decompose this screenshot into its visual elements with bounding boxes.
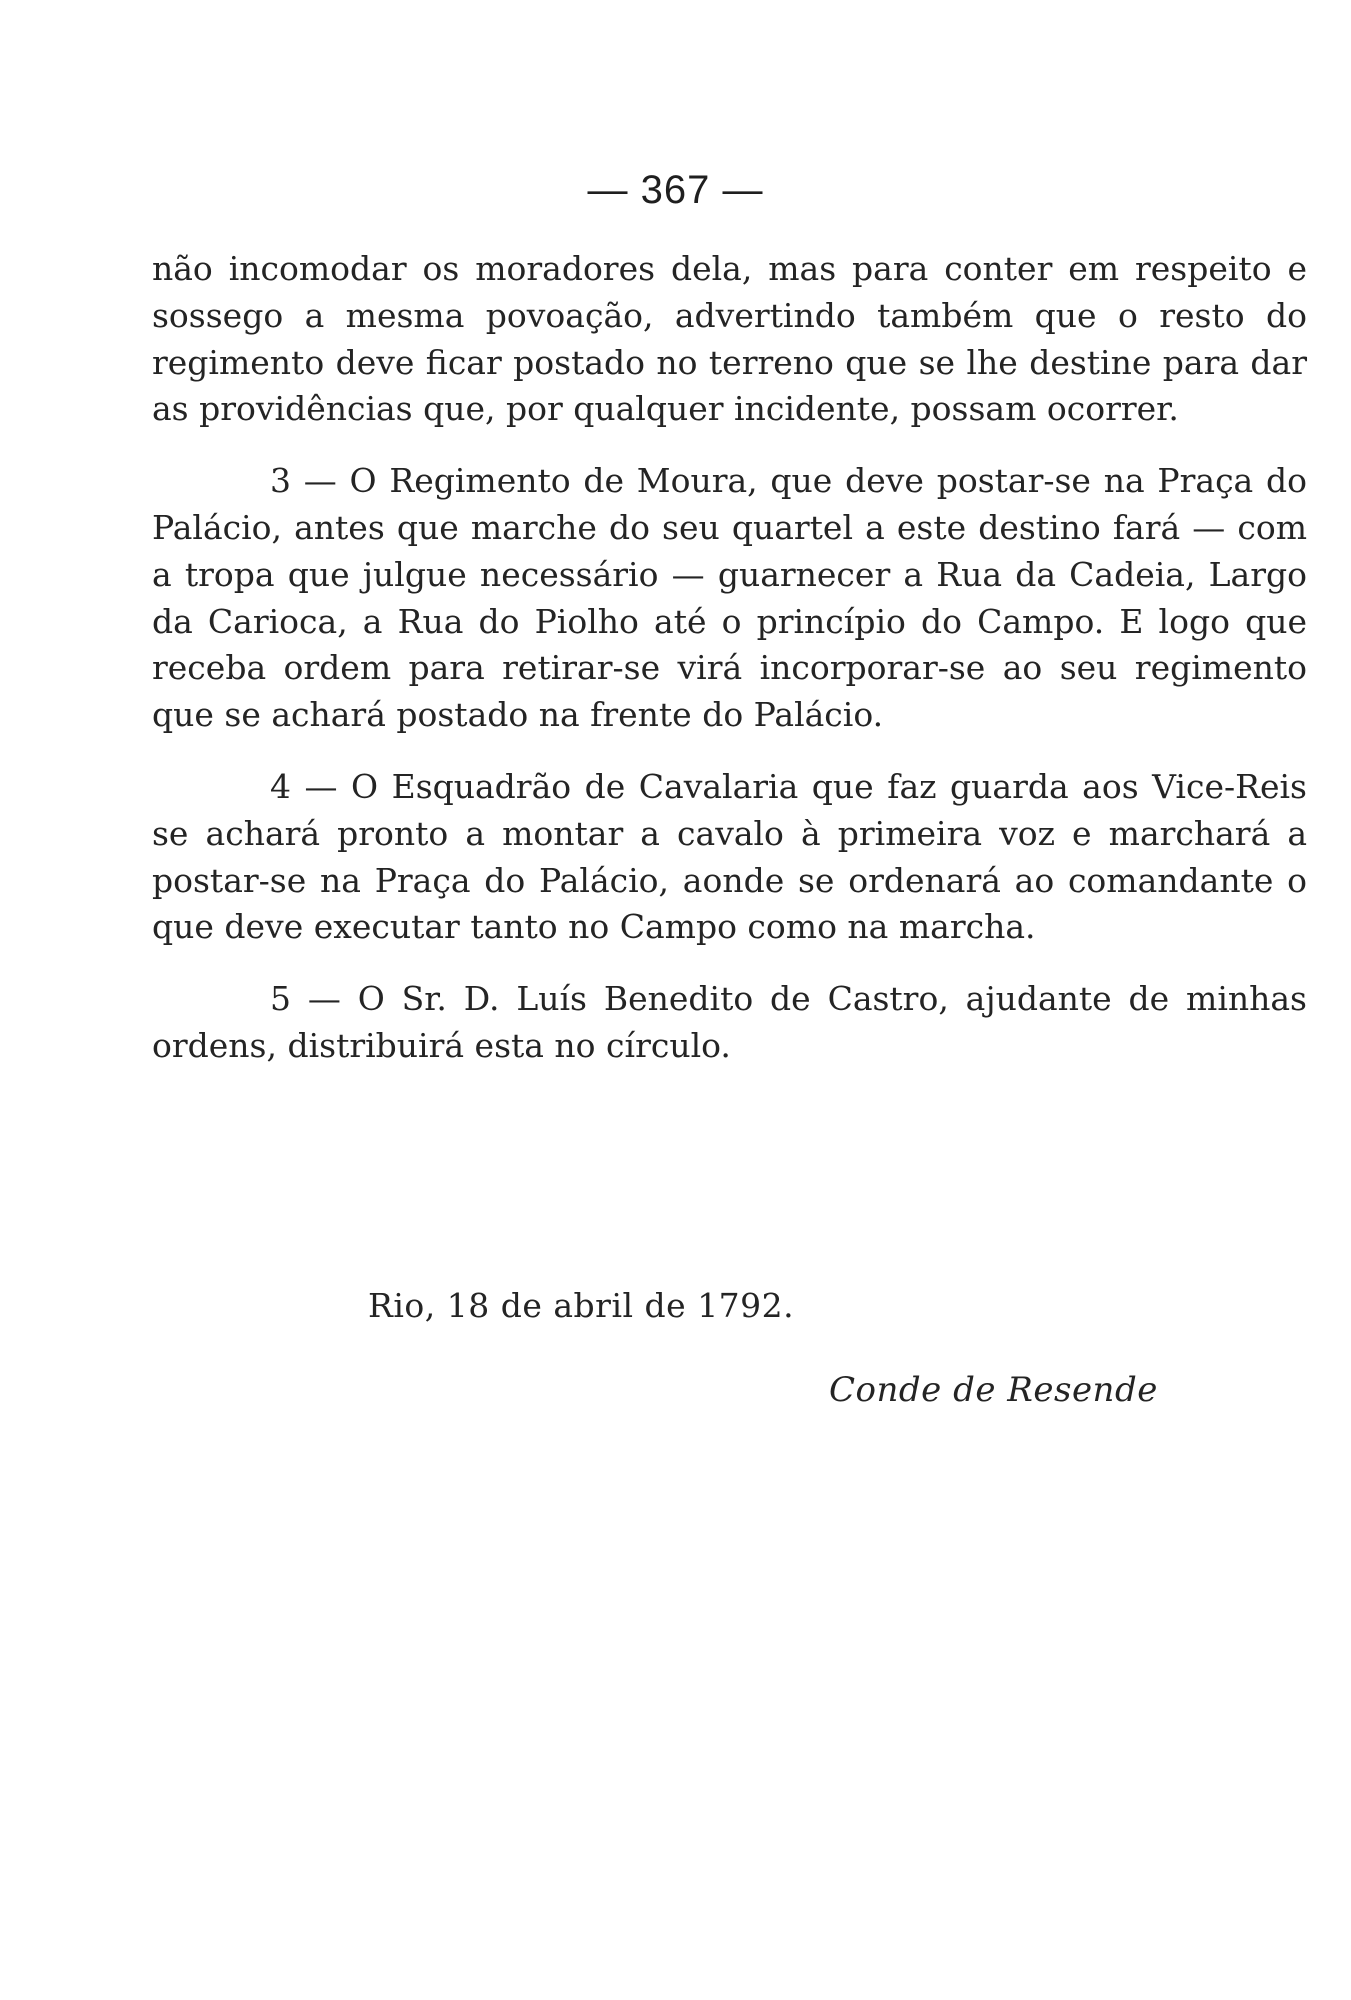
- paragraph-item-5: 5 — O Sr. D. Luís Benedito de Castro, ajudante de minhas ordens, distribuirá esta no círculo.: [152, 979, 1307, 1065]
- document-body: [152, 246, 1307, 1070]
- paragraph-item-3: 3 — O Regimento de Moura, que deve postar-se na Praça do Palácio, antes que marche do seu quartel a este destino fará — com a tropa que julgue necessário — guarnecer a Rua da Cadeia, Largo da Carioca, a Rua do Piolho até o princípio do Campo. E logo que receba ordem para retirar-se virá incorporar-se ao seu regimento que se achará postado na frente do Palácio.: [152, 461, 1307, 735]
- page-number: — 367 —: [587, 168, 764, 212]
- paragraph-item-4: 4 — O Esquadrão de Cavalaria que faz guarda aos Vice-Reis se achará pronto a montar a cavalo à primeira voz e marchará a postar-se na Praça do Palácio, aonde se ordenará ao comandante o que deve executar tanto no Campo como na marcha.: [152, 766, 1307, 947]
- signature: Conde de Resende: [829, 1370, 1158, 1410]
- date-line: Rio, 18 de abril de 1792.: [368, 1286, 795, 1325]
- paragraph-continuation: não incomodar os moradores dela, mas para conter em respeito e sossego a mesma povoação, advertindo também que o resto do regimento deve ficar postado no terreno que se lhe destine para dar as providências que, por qualquer incidente, possam ocorrer.: [152, 249, 1307, 429]
